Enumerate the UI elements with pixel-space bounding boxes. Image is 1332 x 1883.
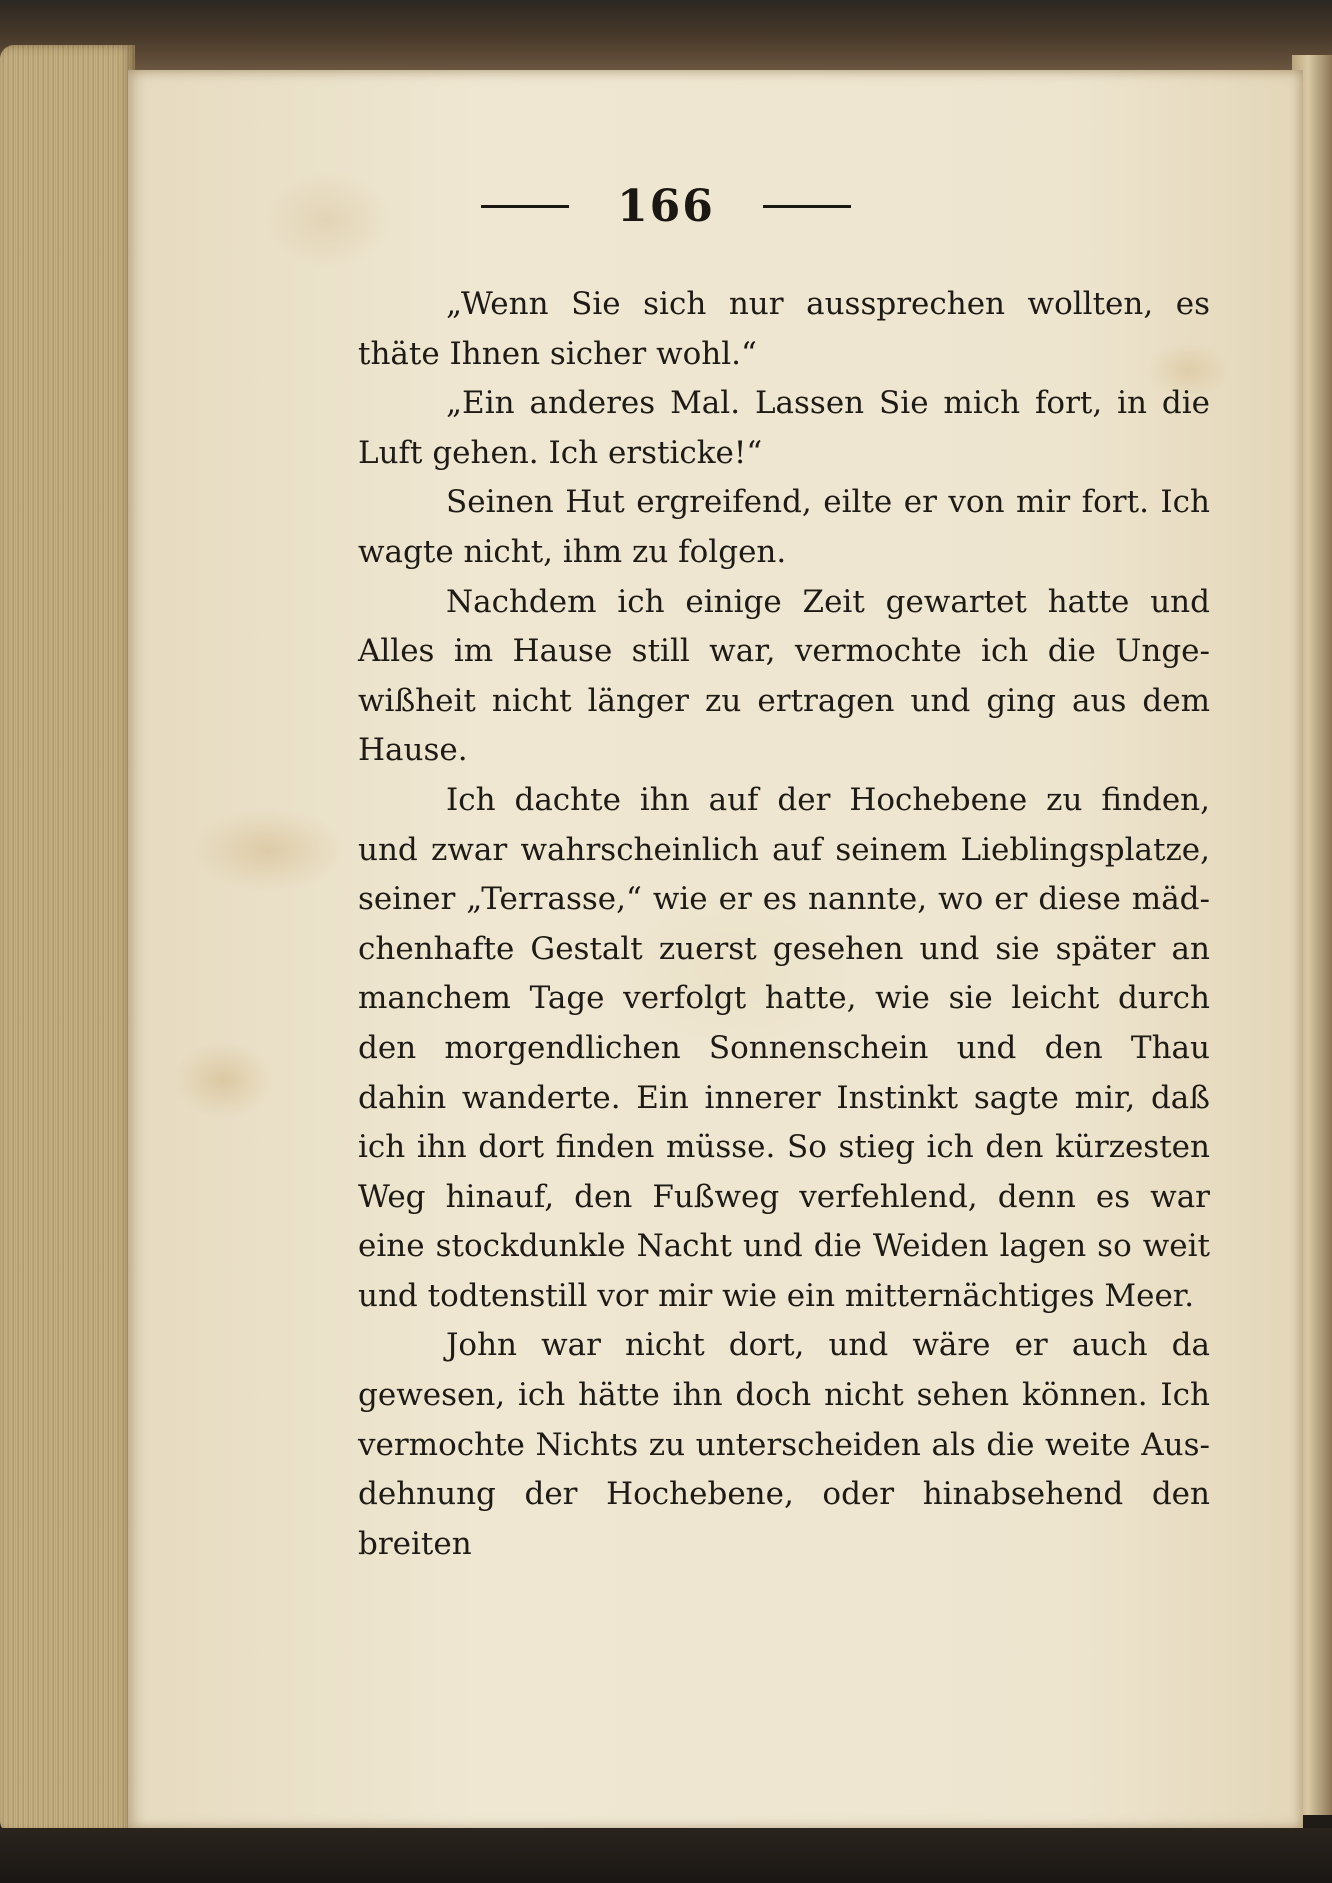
header-rule-right <box>763 205 851 208</box>
header-rule-left <box>481 205 569 208</box>
paragraph-5: Ich dachte ihn auf der Hochebene zu finden, und zwar wahrscheinlich auf seinem Lieblingsplatze, seiner „Terrasse,“ wie er es nannte, wo er diese mädchenhafte Gestalt zuerst gesehen und sie später an manchem Tage verfolgt hatte, wie sie leicht durch den morgendlichen Sonnenschein und den Thau dahin wanderte. Ein innerer Instinkt sagte mir, daß ich ihn dort finden müsse. So stieg ich den kürzesten Weg hinauf, den Fußweg verfehlend, denn es war eine stockdunkle Nacht und die Weiden lagen so weit und todtenstill vor mir wie ein mitternächtiges Meer. <box>358 781 1210 1314</box>
page-header <box>0 178 1332 232</box>
page-number: 166 <box>617 181 715 232</box>
paragraph-1: „Wenn Sie sich nur aussprechen wollten, es thäte Ihnen sicher wohl.“ <box>358 286 1210 372</box>
paragraph-3: Seinen Hut ergreifend, eilte er von mir fort. Ich wagte nicht, ihm zu folgen. <box>358 484 1210 570</box>
page-stack-edge <box>0 45 135 1835</box>
book-cover-bottom <box>0 1828 1332 1883</box>
paragraph-6: John war nicht dort, und wäre er auch da gewesen, ich hätte ihn doch nicht sehen können. Ich vermochte Nichts zu unterscheiden als die weite Ausdehnung der Hochebene, oder hinabsehend den breiten <box>358 1327 1210 1562</box>
paragraph-2: „Ein anderes Mal. Lassen Sie mich fort, in die Luft gehen. Ich ersticke!“ <box>358 385 1210 471</box>
paragraph-4: Nachdem ich einige Zeit gewartet hatte und Alles im Hause still war, vermochte ich die Ungewißheit nicht länger zu ertragen und ging aus dem Hause. <box>358 583 1210 769</box>
book-cover-top <box>0 0 1332 70</box>
page-body <box>358 280 1210 1569</box>
